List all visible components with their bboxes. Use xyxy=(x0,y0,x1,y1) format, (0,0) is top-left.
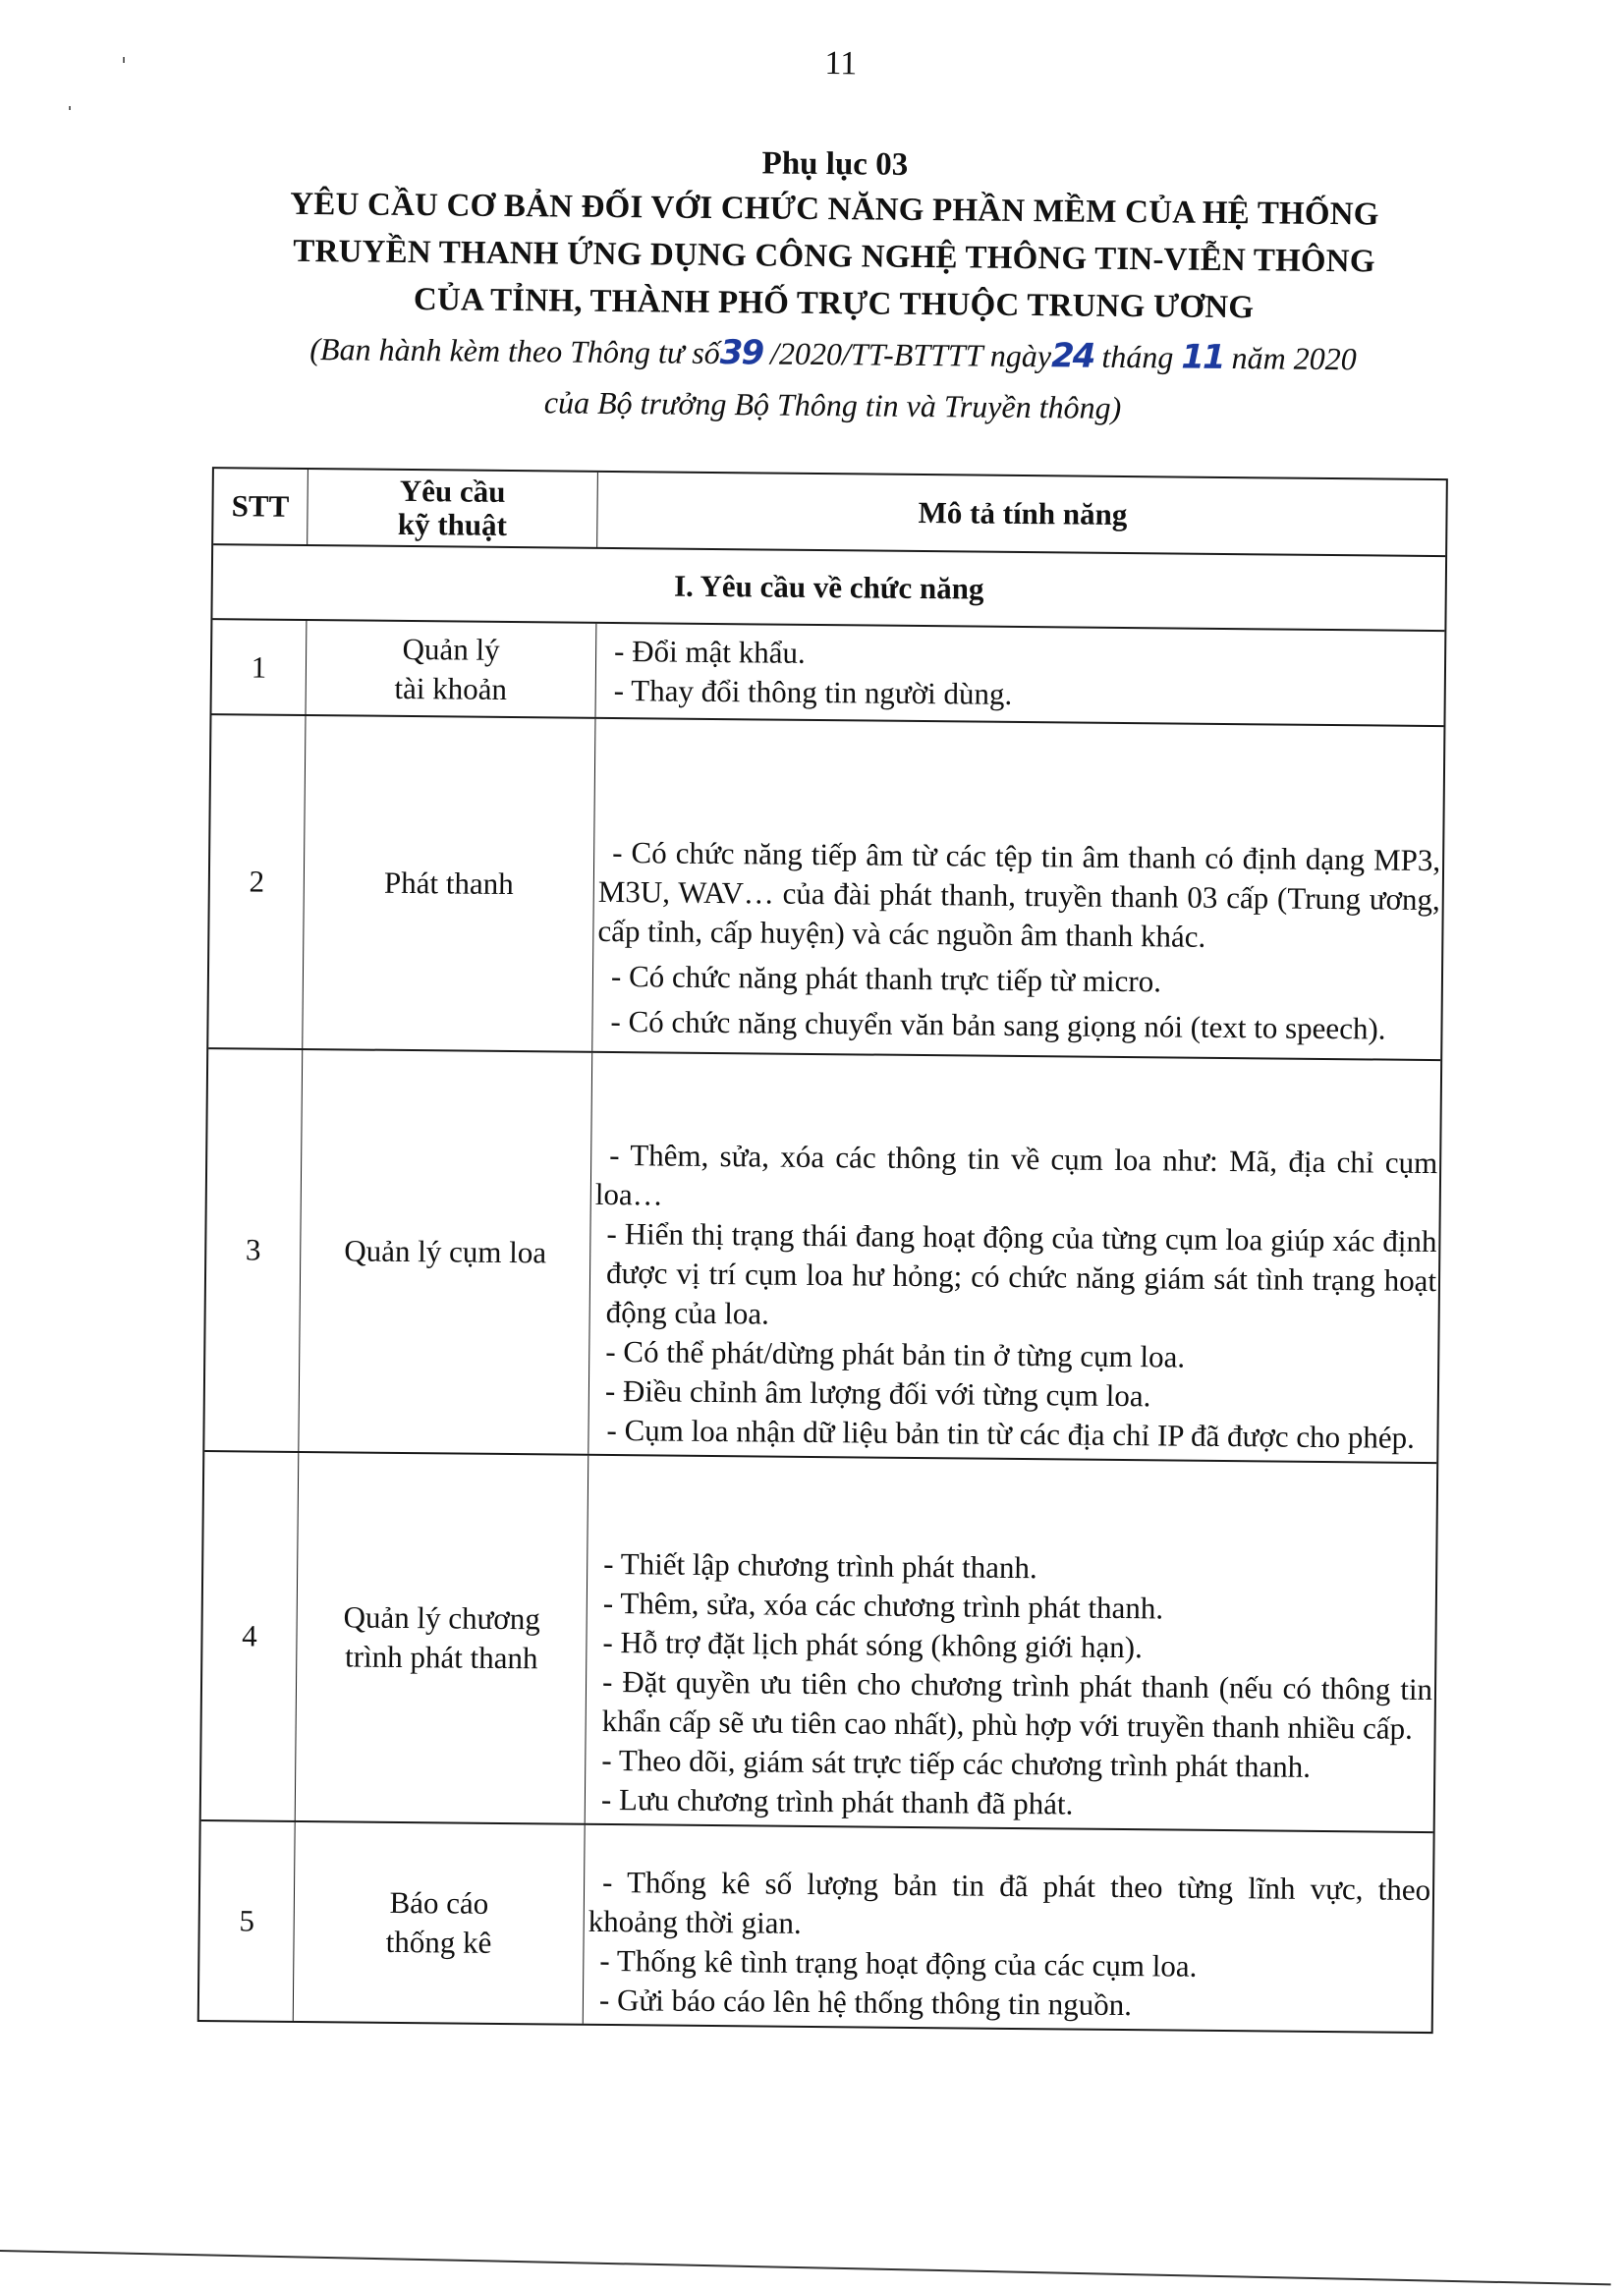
issued-mid-1: /2020/TT-BTTTT ngày xyxy=(761,335,1052,374)
row-description xyxy=(592,719,1443,1059)
requirements-table xyxy=(197,467,1448,2034)
description-item: - Có thể phát/dừng phát bản tin ở từng cụm loa. xyxy=(605,1333,1186,1374)
description-item: - Điều chỉnh âm lượng đối với từng cụm loa. xyxy=(604,1372,1151,1414)
handwritten-day: 24 xyxy=(1050,336,1094,376)
description-item: - Có chức năng phát thanh trực tiếp từ micro. xyxy=(610,958,1162,999)
description-item: - Cụm loa nhận dữ liệu bản tin từ các địa chỉ IP đã được cho phép. xyxy=(606,1412,1416,1455)
row-stt: 1 xyxy=(212,620,308,714)
description-item: - Thêm, sửa, xóa các thông tin về cụm loa như: Mã, địa chỉ cụm loa… xyxy=(594,1137,1438,1212)
handwritten-circular-number: 39 xyxy=(719,333,763,373)
description-item: - Có chức năng chuyển văn bản sang giọng nói (text to speech). xyxy=(610,1003,1386,1046)
issued-suffix: năm 2020 xyxy=(1223,339,1357,377)
row-requirement-line: thống kê xyxy=(385,1924,492,1960)
description-item: - Thống kê tình trạng hoạt động của các cụm loa. xyxy=(599,1942,1198,1984)
description-item: - Thống kê số lượng bản tin đã phát theo từng lĩnh vực, theo khoảng thời gian. xyxy=(588,1864,1431,1940)
description-item: - Hỗ trợ đặt lịch phát sóng (không giới hạn). xyxy=(602,1624,1143,1665)
description-item: - Có chức năng tiếp âm từ các tệp tin âm thanh có định dạng MP3, M3U, WAV… của đài phát thanh, truyền thanh 03 cấp (Trung ương, cấp tỉnh, cấp huyện) và các nguồn âm thanh khác. xyxy=(597,835,1441,954)
row-description xyxy=(584,1825,1433,2032)
document-title-line-1: YÊU CẦU CƠ BẢN ĐỐI VỚI CHỨC NĂNG PHẦN MỀM CỦA HỆ THỐNG xyxy=(290,186,1379,233)
scan-speck xyxy=(69,106,71,110)
scan-speck xyxy=(123,57,125,63)
appendix-label: Phụ lục 03 xyxy=(761,145,909,183)
row-requirement xyxy=(303,716,595,1051)
row-requirement xyxy=(294,1822,586,2024)
issued-by-line-1 xyxy=(234,323,1432,384)
row-requirement-line: Quản lý chương xyxy=(343,1599,540,1637)
row-stt: 2 xyxy=(208,715,306,1048)
title-block xyxy=(233,137,1434,435)
description-item: - Đặt quyền ưu tiên cho chương trình phát thanh (nếu có thông tin khẩn cấp sẽ ưu tiên cao nhất), phù hợp với truyền thanh nhiều cấp. xyxy=(601,1663,1433,1746)
description-item: - Thêm, sửa, xóa các chương trình phát thanh. xyxy=(602,1585,1164,1626)
header-requirement-line-1: Yêu cầu xyxy=(399,473,506,509)
row-requirement-line: tài khoản xyxy=(394,670,508,706)
table-row xyxy=(212,618,1445,725)
issued-mid-2: tháng xyxy=(1093,338,1174,375)
description-item: - Lưu chương trình phát thanh đã phát. xyxy=(600,1781,1074,1821)
section-row xyxy=(212,543,1445,630)
row-requirement-line: Phát thanh xyxy=(383,865,514,902)
table-header-row xyxy=(213,469,1446,555)
row-requirement-line: Quản lý xyxy=(402,631,500,667)
table-row xyxy=(204,1047,1440,1462)
description-item: - Đổi mật khẩu. xyxy=(613,633,806,670)
row-stt: 3 xyxy=(204,1049,303,1451)
description-item: - Hiển thị trạng thái đang hoạt động của từng cụm loa giúp xác định được vị trí cụm loa hư hỏng; có chức năng giám sát tình trạng hoạt động của loa. xyxy=(605,1215,1437,1331)
row-requirement-line: trình phát thanh xyxy=(344,1639,538,1676)
row-stt: 5 xyxy=(199,1821,296,2021)
header-requirement xyxy=(308,470,598,547)
description-item: - Thay đổi thông tin người dùng. xyxy=(613,672,1013,711)
description-item: - Gửi báo cáo lên hệ thống thông tin nguồn. xyxy=(598,1982,1133,2023)
table-row xyxy=(208,713,1443,1059)
description-item: - Thiết lập chương trình phát thanh. xyxy=(603,1545,1037,1586)
row-description xyxy=(588,1053,1440,1462)
row-requirement xyxy=(307,621,597,717)
issued-by-line-2: của Bộ trưởng Bộ Thông tin và Truyền thông) xyxy=(543,384,1122,425)
document-title-line-2: TRUYỀN THANH ỨNG DỤNG CÔNG NGHỆ THÔNG TIN-VIỄN THÔNG xyxy=(293,233,1375,280)
row-requirement xyxy=(296,1453,589,1823)
row-stt: 4 xyxy=(201,1452,300,1820)
document-title-line-3: CỦA TỈNH, THÀNH PHỐ TRỰC THUỘC TRUNG ƯƠNG xyxy=(413,282,1255,326)
description-item: - Theo dõi, giám sát trực tiếp các chương trình phát thanh. xyxy=(601,1742,1312,1784)
row-requirement-line: Quản lý cụm loa xyxy=(344,1233,547,1270)
page-number: 11 xyxy=(824,45,858,83)
table-row xyxy=(199,1819,1433,2032)
row-description xyxy=(596,624,1445,725)
issued-prefix: (Ban hành kèm theo Thông tư số xyxy=(309,331,720,371)
table-row xyxy=(201,1450,1437,1831)
row-description xyxy=(586,1456,1437,1831)
section-title: I. Yêu cầu về chức năng xyxy=(673,568,984,606)
header-description: Mô tả tính năng xyxy=(918,494,1128,532)
row-requirement-line: Báo cáo xyxy=(389,1884,489,1921)
header-requirement-line-2: kỹ thuật xyxy=(397,506,508,542)
row-requirement xyxy=(299,1050,592,1454)
handwritten-month: 11 xyxy=(1181,337,1224,377)
header-stt: STT xyxy=(213,469,308,544)
